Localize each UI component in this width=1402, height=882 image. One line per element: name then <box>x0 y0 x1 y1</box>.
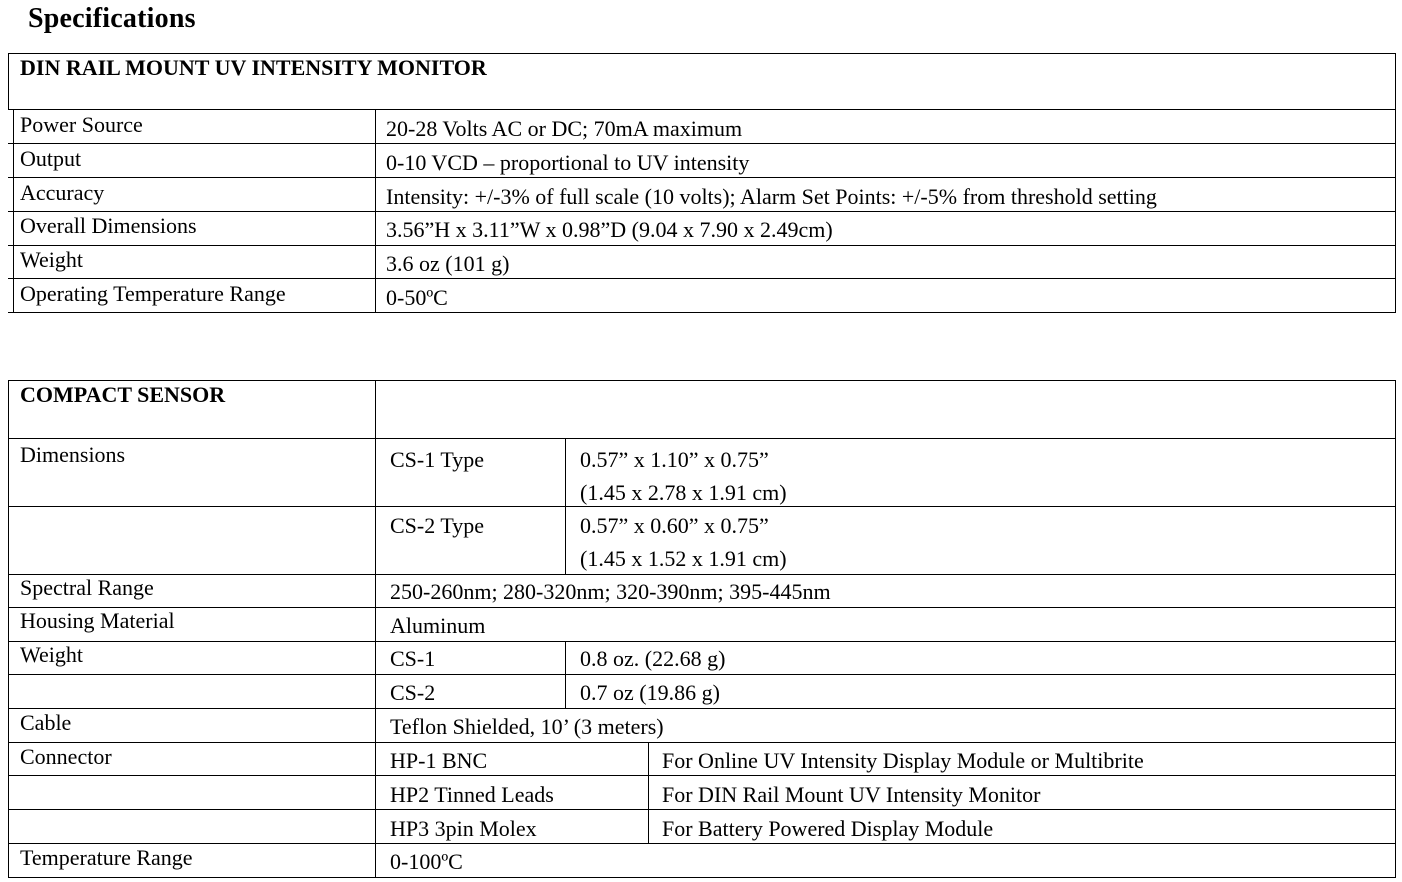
spec-value-overall-dimensions: 3.56”H x 3.11”W x 0.98”D (9.04 x 7.90 x 2.49cm) <box>386 217 833 242</box>
spec-label-overall-dimensions: Overall Dimensions <box>20 213 197 238</box>
spec-label-temperature-range: Temperature Range <box>20 845 193 870</box>
spec-label-power-source: Power Source <box>20 112 143 137</box>
weight-cs2-value: 0.7 oz (19.86 g) <box>580 680 720 705</box>
spec-label-weight: Weight <box>20 247 83 272</box>
cs1-type-label: CS-1 Type <box>390 447 485 472</box>
spec-value-cable: Teflon Shielded, 10’ (3 meters) <box>390 714 664 739</box>
connector-use-hp2: For DIN Rail Mount UV Intensity Monitor <box>662 782 1041 807</box>
cs1-dimensions-inches: 0.57” x 1.10” x 0.75” <box>580 447 769 472</box>
spec-value-weight: 3.6 oz (101 g) <box>386 251 510 276</box>
spec-label-operating-temperature: Operating Temperature Range <box>20 281 286 306</box>
cs2-dimensions-inches: 0.57” x 0.60” x 0.75” <box>580 513 769 538</box>
spec-label-sensor-weight: Weight <box>20 642 83 667</box>
page-title: Specifications <box>28 3 196 34</box>
connector-use-hp3: For Battery Powered Display Module <box>662 816 994 841</box>
spec-label-dimensions: Dimensions <box>20 442 126 467</box>
connector-type-hp3: HP3 3pin Molex <box>390 816 537 841</box>
spec-label-accuracy: Accuracy <box>20 180 105 205</box>
din-table-title: DIN RAIL MOUNT UV INTENSITY MONITOR <box>20 55 487 80</box>
weight-cs1-label: CS-1 <box>390 646 436 671</box>
spec-label-housing-material: Housing Material <box>20 608 175 633</box>
spec-label-output: Output <box>20 146 82 171</box>
spec-value-accuracy: Intensity: +/-3% of full scale (10 volts); Alarm Set Points: +/-5% from threshold setting <box>386 184 1157 209</box>
weight-cs1-value: 0.8 oz. (22.68 g) <box>580 646 726 671</box>
spec-value-temperature-range: 0-100ºC <box>390 849 463 874</box>
weight-cs2-label: CS-2 <box>390 680 436 705</box>
spec-value-spectral-range: 250-260nm; 280-320nm; 320-390nm; 395-445nm <box>390 579 831 604</box>
spec-label-spectral-range: Spectral Range <box>20 575 154 600</box>
connector-use-hp1: For Online UV Intensity Display Module or Multibrite <box>662 748 1144 773</box>
cs2-dimensions-cm: (1.45 x 1.52 x 1.91 cm) <box>580 546 787 571</box>
spec-value-housing-material: Aluminum <box>390 613 486 638</box>
spec-label-connector: Connector <box>20 744 112 769</box>
cs2-type-label: CS-2 Type <box>390 513 485 538</box>
connector-type-hp1: HP-1 BNC <box>390 748 488 773</box>
spec-label-cable: Cable <box>20 710 72 735</box>
connector-type-hp2: HP2 Tinned Leads <box>390 782 554 807</box>
spec-value-output: 0-10 VCD – proportional to UV intensity <box>386 150 750 175</box>
cs1-dimensions-cm: (1.45 x 2.78 x 1.91 cm) <box>580 480 787 505</box>
spec-value-power-source: 20-28 Volts AC or DC; 70mA maximum <box>386 116 743 141</box>
sensor-table-title: COMPACT SENSOR <box>20 382 226 407</box>
spec-value-operating-temperature: 0-50ºC <box>386 285 448 310</box>
